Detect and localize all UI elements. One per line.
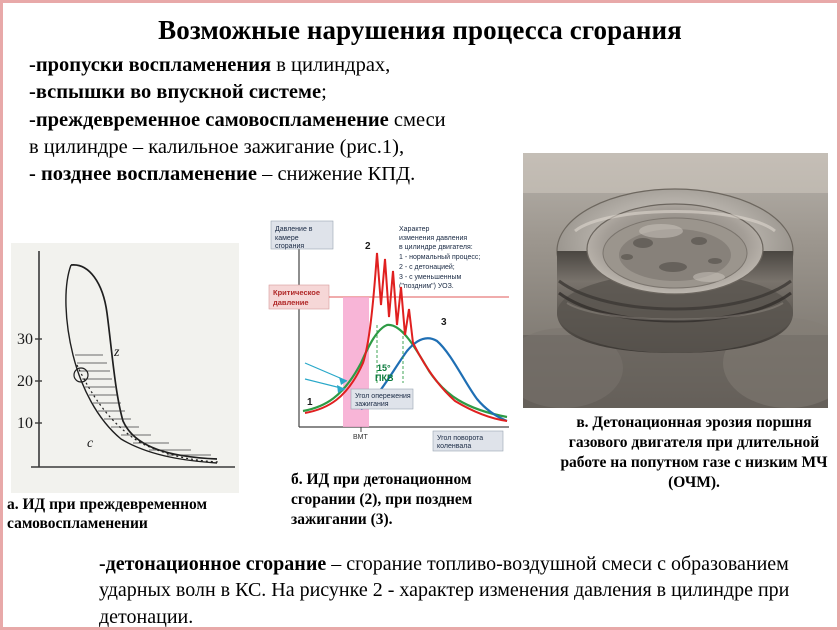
svg-text:в цилиндре двигателя:: в цилиндре двигателя: [399, 244, 473, 251]
svg-text:давление: давление [273, 298, 309, 307]
svg-text:10: 10 [17, 415, 33, 432]
svg-text:30: 30 [17, 331, 33, 348]
svg-text:Критическое: Критическое [273, 288, 321, 297]
figure-c-svg [523, 153, 828, 408]
bullet-1-bold: -пропуски воспламенения [29, 54, 272, 76]
figure-a-label-c: c [87, 436, 94, 451]
svg-text:ПКВ: ПКВ [375, 373, 394, 383]
svg-text:изменения давления: изменения давления [399, 235, 468, 242]
bullet-3-bold: -преждевременное самовоспламенение [29, 108, 389, 131]
figure-a-label-z: z [114, 345, 120, 360]
figure-b-pressure-chart [265, 213, 513, 463]
bullet-3-rest: смеси [388, 108, 446, 131]
figure-a-indicator-diagram [11, 243, 239, 493]
bullet-item-3 [29, 107, 837, 134]
svg-text:Характер: Характер [399, 226, 430, 233]
svg-text:20: 20 [17, 373, 33, 390]
svg-text:("поздним") УОЗ.: ("поздним") УОЗ. [399, 283, 454, 290]
curve-label-1: 1 [307, 397, 313, 408]
bullet-item-1 [29, 52, 837, 79]
bullet-2-bold: -вспышки во впускной системе [29, 81, 322, 104]
bottom-text: – сгорание топливо-воздушной смеси с образованием ударных волн в КС. На рисунке 2 - характер изменения давления в цилиндре при детонации. [99, 553, 790, 628]
curve-label-2: 2 [365, 241, 371, 252]
bottom-lead: -детонационное сгорание [99, 553, 327, 575]
figure-a-caption: а. ИД при преждевременном самовоспламенении [7, 496, 208, 533]
svg-text:коленвала: коленвала [437, 443, 472, 450]
svg-text:зажигания: зажигания [355, 401, 389, 408]
svg-text:1 - нормальный процесс;: 1 - нормальный процесс; [399, 254, 481, 261]
svg-text:3 - с уменьшенным: 3 - с уменьшенным [399, 274, 462, 281]
bullet-5-rest: – снижение КПД. [256, 163, 416, 185]
figure-b-svg [265, 213, 513, 463]
svg-text:сгорания: сгорания [275, 243, 305, 250]
page-title: Возможные нарушения процесса сгорания [158, 15, 682, 45]
svg-text:Угол поворота: Угол поворота [437, 435, 484, 442]
svg-text:15°: 15° [377, 363, 391, 373]
curve-label-3: 3 [441, 317, 447, 328]
figure-band [3, 208, 837, 538]
bullet-item-2 [29, 79, 837, 106]
bullet-4-rest: в цилиндре – калильное зажигание (рис.1), [29, 135, 405, 158]
svg-text:Угол опережения: Угол опережения [355, 393, 411, 400]
bullet-2-rest: ; [321, 81, 327, 104]
figure-b-caption: б. ИД при детонационном сгорании (2), при позднем зажигании (3). [291, 471, 473, 529]
bullet-5-bold: - позднее воспламенение [29, 163, 257, 185]
figure-c-piston-photo [523, 153, 828, 408]
svg-text:Давление в: Давление в [275, 226, 313, 233]
svg-text:2 - с детонацией;: 2 - с детонацией; [399, 264, 455, 271]
figure-a-svg [11, 243, 239, 493]
svg-text:ВМТ: ВМТ [353, 434, 368, 441]
svg-text:камере: камере [275, 235, 299, 242]
bullet-1-rest: в цилиндрах, [271, 54, 391, 76]
bottom-paragraph [99, 551, 819, 630]
figure-c-caption: в. Детонационная эрозия поршня газового двигателя при длительной работе на попутном газе с низким МЧ (ОЧМ). [560, 414, 828, 492]
